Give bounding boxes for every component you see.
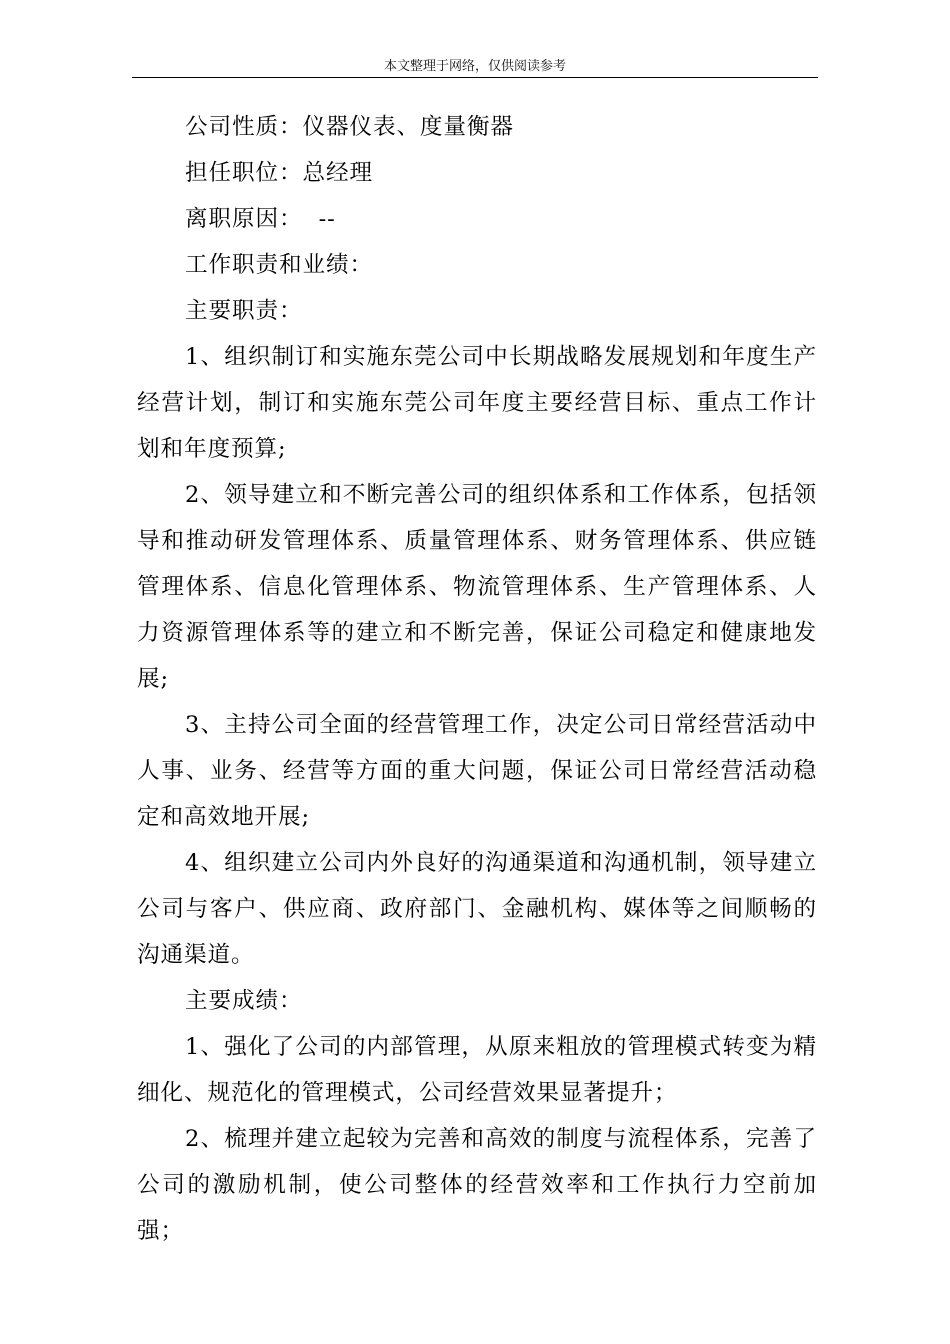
duty-item-3: 3、主持公司全面的经营管理工作，决定公司日常经营活动中人事、业务、经营等方面的重大问题，保证公司日常经营活动稳定和高效地开展; [137, 712, 817, 830]
duties-heading: 工作职责和业绩： [185, 252, 373, 278]
position-line: 担任职位：总经理 [185, 160, 373, 186]
leaving-reason-line: 离职原因： -- [185, 206, 336, 232]
company-nature-line: 公司性质：仪器仪表、度量衡器 [185, 114, 514, 140]
duty-item-2: 2、领导建立和不断完善公司的组织体系和工作体系，包括领导和推动研发管理体系、质量管理体系、财务管理体系、供应链管理体系、信息化管理体系、物流管理体系、生产管理体系、人力资源管理体系等的建立和不断完善，保证公司稳定和健康地发展; [137, 482, 817, 692]
main-duties-heading: 主要职责： [185, 298, 303, 324]
duty-item-4: 4、组织建立公司内外良好的沟通渠道和沟通机制，领导建立公司与客户、供应商、政府部门、金融机构、媒体等之间顺畅的沟通渠道。 [137, 850, 817, 968]
duty-item-1: 1、组织制订和实施东莞公司中长期战略发展规划和年度生产经营计划，制订和实施东莞公司年度主要经营目标、重点工作计划和年度预算; [137, 344, 817, 462]
achievement-item-1: 1、强化了公司的内部管理，从原来粗放的管理模式转变为精细化、规范化的管理模式，公司经营效果显著提升； [137, 1034, 817, 1106]
achievement-item-2: 2、梳理并建立起较为完善和高效的制度与流程体系，完善了公司的激励机制，使公司整体的经营效率和工作执行力空前加强； [137, 1126, 817, 1244]
achievements-heading: 主要成绩： [185, 988, 303, 1014]
document-body [137, 104, 817, 1254]
header-divider [132, 77, 818, 78]
page-header: 本文整理于网络，仅供阅读参考 [383, 59, 566, 74]
